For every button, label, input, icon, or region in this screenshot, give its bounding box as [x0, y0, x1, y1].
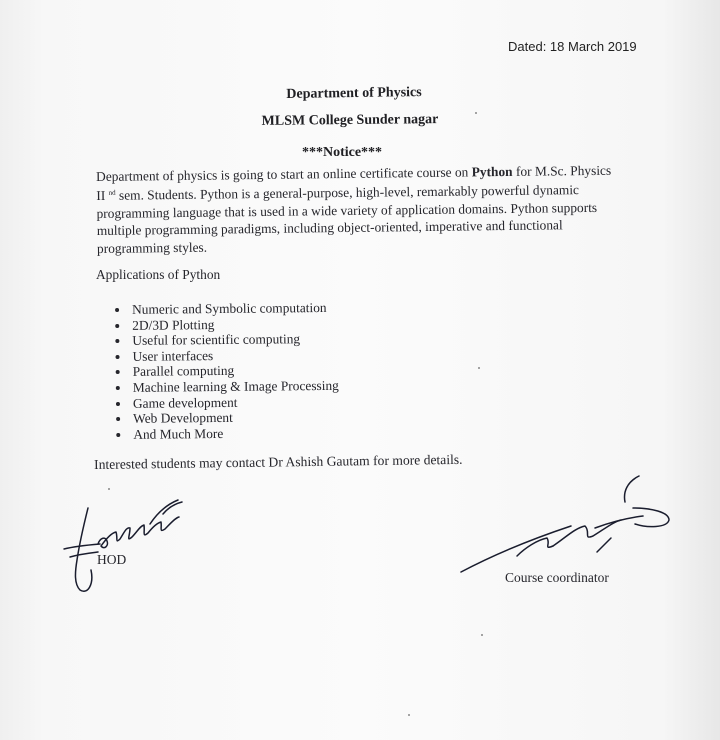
- intro-line-5: programming styles.: [96, 239, 208, 256]
- notice-date: Dated: 18 March 2019: [508, 39, 637, 54]
- speck: [475, 112, 477, 114]
- coordinator-signature: [455, 468, 685, 583]
- hod-signature: [58, 492, 198, 602]
- speck: [478, 367, 480, 369]
- list-item: Numeric and Symbolic computation: [114, 300, 338, 318]
- coordinator-label: Course coordinator: [505, 570, 609, 585]
- speck: [481, 634, 483, 636]
- contact-line: Interested students may contact Dr Ashish Gautam for more details.: [94, 451, 463, 472]
- ordinal-superscript: nd: [108, 189, 116, 198]
- intro-line-4: multiple programming paradigms, including object-oriented, imperative and functional: [96, 217, 563, 239]
- notice-title: ***Notice***: [301, 145, 383, 160]
- list-item: Parallel computing: [115, 362, 339, 380]
- speck: [408, 714, 410, 716]
- list-item: 2D/3D Plotting: [114, 315, 338, 333]
- hod-label: HOD: [97, 552, 127, 567]
- list-item: Web Development: [115, 409, 339, 427]
- applications-list: [114, 300, 339, 442]
- intro-line-2: II $^{nd}$ sem. Students. Python is a general-purpose, high-level, remarkably powerful dynamic: [96, 182, 580, 204]
- college-heading: MLSM College Sunder nagar: [261, 112, 439, 129]
- speck: [108, 488, 110, 490]
- python-emphasis: Python: [471, 163, 513, 180]
- list-item: Machine learning & Image Processing: [115, 378, 339, 396]
- department-heading: Department of Physics: [286, 85, 422, 102]
- intro-line-3: programming language that is used in a wide variety of application domains. Python supports: [96, 199, 598, 221]
- list-item: Game development: [115, 393, 339, 411]
- applications-heading: Applications of Python: [96, 267, 221, 282]
- list-item: User interfaces: [114, 347, 338, 365]
- intro-line-1: Department of physics is going to start an online certificate course on Python for M.Sc. Physics: [96, 162, 612, 184]
- list-item: Useful for scientific computing: [114, 331, 338, 349]
- list-item: And Much More: [115, 425, 339, 443]
- intro-paragraph: [96, 161, 637, 257]
